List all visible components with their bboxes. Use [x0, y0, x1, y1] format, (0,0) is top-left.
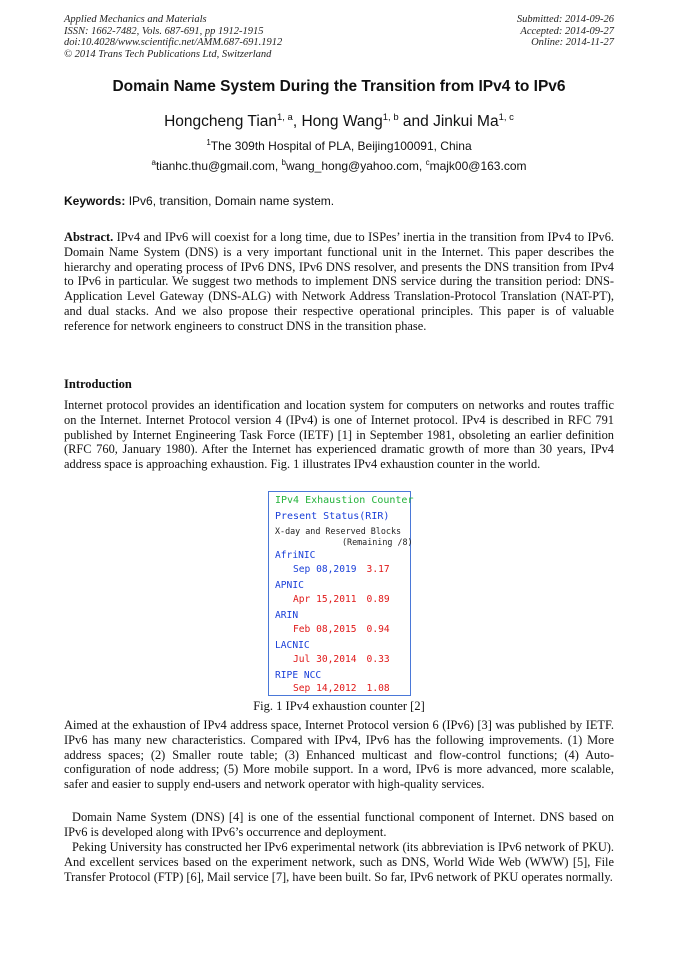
author-separator: ,	[292, 113, 302, 131]
submitted-date: Submitted: 2014-09-26	[516, 14, 614, 25]
accepted-date: Accepted: 2014-09-27	[520, 25, 614, 37]
rir-row	[293, 564, 390, 575]
figure-subheading: X-day and Reserved Blocks	[275, 526, 402, 536]
section-heading-introduction: Introduction	[64, 377, 132, 391]
author-name: Jinkui Ma	[433, 113, 499, 131]
rir-remaining-value: 0.33	[366, 654, 390, 665]
affiliation	[0, 138, 678, 153]
rir-date: Feb 08,2015	[293, 624, 357, 635]
rir-name: RIPE NCC	[275, 670, 322, 681]
affiliation-text: The 309th Hospital of PLA, Beijing100091, China	[210, 139, 472, 153]
keywords	[64, 194, 334, 208]
ipv4-exhaustion-counter-figure	[268, 491, 414, 696]
email-superscript: b	[281, 158, 286, 167]
author-name: Hong Wang	[301, 113, 383, 131]
rir-date: Apr 15,2011	[293, 594, 357, 605]
rir-row	[293, 594, 390, 605]
author-list	[0, 112, 678, 131]
figure-title: IPv4 Exhaustion Counter	[275, 495, 414, 506]
copyright-line: © 2014 Trans Tech Publications Ltd, Switzerland	[64, 48, 272, 60]
email-link[interactable]: tianhc.thu@gmail.com,	[155, 159, 282, 173]
issn-line: ISSN: 1662-7482, Vols. 687-691, pp 1912-1915	[64, 25, 264, 37]
body-paragraph: Domain Name System (DNS) [4] is one of the essential functional component of Internet. DNS based on IPv6 is developed along with IPv6’s occurrence and deployment.	[64, 810, 614, 839]
email-link[interactable]: wang_hong@yahoo.com,	[285, 159, 426, 173]
rir-row	[293, 683, 390, 694]
email-link[interactable]: majk00@163.com	[429, 159, 527, 173]
rir-row	[293, 624, 390, 635]
paper-title: Domain Name System During the Transition from IPv4 to IPv6	[112, 78, 566, 95]
author-name: Hongcheng Tian	[164, 113, 277, 131]
rir-row	[293, 654, 390, 665]
rir-name: ARIN	[275, 610, 299, 621]
online-date: Online: 2014-11-27	[531, 37, 614, 48]
rir-remaining-value: 3.17	[366, 564, 390, 575]
rir-date: Sep 08,2019	[293, 564, 357, 575]
introduction-paragraph: Internet protocol provides an identification and location system for computers on networks and routes traffic on the Internet. Internet Protocol version 4 (IPv4) is one of Internet protocol. IPv4 is described in RFC 791 published by Internet Engineering Task Force (IETF) [1] in September 1981, obsoleting an earlier definition (RFC 760, January 1980). After the Internet has experienced dramatic growth of more than 30 years, IPv4 address space is approaching exhaustion. Fig. 1 illustrates IPv4 exhaustion counter in the world.	[64, 398, 614, 472]
abstract	[64, 230, 614, 334]
author-separator: and	[398, 113, 434, 131]
body-paragraph: Peking University has constructed her IPv6 experimental network (its abbreviation is IPv6 network of PKU). And excellent services based on the experiment network, such as DNS, World Wide Web (WWW) [5], File Transfer Protocol (FTP) [6], Mail service [7], have been built. So far, IPv6 network of PKU operates normally.	[64, 840, 614, 884]
email-superscript: c	[425, 158, 430, 167]
author-superscript: 1, b	[382, 112, 399, 123]
journal-header	[64, 14, 282, 60]
rir-remaining-value: 0.89	[366, 594, 390, 605]
keywords-label: Keywords:	[64, 194, 126, 208]
keywords-text: IPv6, transition, Domain name system.	[125, 194, 335, 208]
rir-name: APNIC	[275, 580, 304, 591]
abstract-label: Abstract.	[64, 230, 114, 244]
email-superscript: a	[151, 158, 156, 167]
rir-remaining-value: 1.08	[366, 683, 390, 694]
rir-name: AfriNIC	[275, 550, 316, 561]
figure-caption: Fig. 1 IPv4 exhaustion counter [2]	[253, 699, 425, 713]
journal-name: Applied Mechanics and Materials	[64, 14, 207, 25]
author-emails	[0, 158, 678, 173]
figure-subheading-units: (Remaining /8)	[342, 537, 413, 547]
body-paragraph: Aimed at the exhaustion of IPv4 address space, Internet Protocol version 6 (IPv6) [3] was published by IETF. IPv6 has many new characteristics. Compared with IPv4, IPv6 has the following improvements. (1) More address spaces; (2) Smaller route table; (3) Enhanced multicast and flow-control functions; (4) Auto-configuration of node address; (5) More mobile support. In a word, IPv6 is more advanced, more scalable, safer and easier to supply end-users and network operator with high-quality services.	[64, 718, 614, 792]
dates-header	[517, 14, 614, 49]
author-superscript: 1, a	[277, 112, 293, 123]
rir-name: LACNIC	[275, 640, 310, 651]
doi-line: doi:10.4028/www.scientific.net/AMM.687-691.1912	[64, 37, 283, 48]
abstract-text: IPv4 and IPv6 will coexist for a long time, due to ISPes’ inertia in the transition from IPv4 to IPv6. Domain Name System (DNS) is a very important functional unit in the Internet. This paper describes the hierarchy and operating process of IPv6 DNS, IPv6 DNS resolver, and presents the DNS transition from IPv4 to IPv6 in particular. We suggest two methods to implement DNS service during the transition period: DNS-Application Level Gateway (DNS-ALG) with Network Address Translation-Protocol Translation (NAT-PT), and dual stacks. And we also propose their respective operational principles. This paper is of valuable reference for network engineers to construct DNS in the transition phase.	[64, 230, 614, 333]
figure-status-label: Present Status(RIR)	[275, 511, 390, 522]
rir-date: Sep 14,2012	[293, 683, 357, 694]
rir-date: Jul 30,2014	[293, 654, 357, 665]
rir-remaining-value: 0.94	[366, 624, 390, 635]
affiliation-superscript: 1	[206, 138, 211, 147]
author-superscript: 1, c	[498, 112, 514, 123]
